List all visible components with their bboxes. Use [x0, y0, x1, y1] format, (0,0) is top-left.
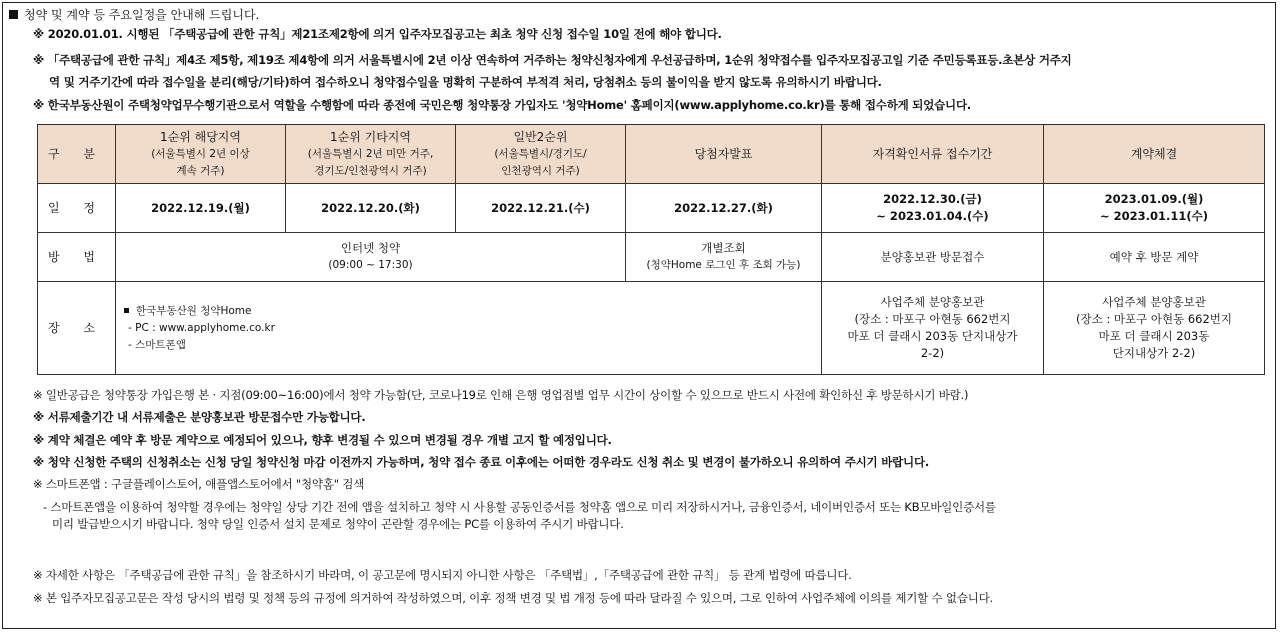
place-contract-3: 마포 더 클래시 203동	[1098, 329, 1210, 343]
place-label: 장 소	[38, 282, 116, 375]
date-docs-start: 2022.12.30.(금)	[883, 192, 982, 206]
header-col1-sub2: 계속 거주)	[176, 164, 225, 177]
method-announce-text: 개별조회	[701, 241, 746, 255]
bottom-note-6: - 스마트폰앱을 이용하여 청약할 경우에는 청약일 상당 기간 전에 앱을 설치하고 청약 시 사용할 공동인증서를 청약홈 앱으로 미리 저장하시거나, 금융인증서, 네이버인증서 또는 KB모바일인증서를	[43, 500, 996, 514]
top-note-1: ※ 2020.01.01. 시행된 「주택공급에 관한 규칙」제21조제2항에 의거 입주자모집공고는 최초 청약 신청 접수일 10일 전에 해야 합니다.	[33, 27, 722, 41]
place-contract-4: 단지내상가 2-2)	[1112, 346, 1196, 360]
place-contract-1: 사업주체 분양홍보관	[1102, 295, 1206, 309]
header-col2	[286, 125, 456, 184]
date-contract-start: 2023.01.09.(월)	[1104, 192, 1204, 206]
header-col4: 당첨자발표	[626, 125, 822, 184]
place-row	[38, 282, 1265, 375]
method-online-text: 인터넷 청약	[340, 241, 401, 255]
header-col2-main: 1순위 기타지역	[329, 129, 411, 144]
date-docs	[822, 184, 1044, 233]
section-heading-text: 청약 및 계약 등 주요일정을 안내해 드립니다.	[24, 8, 260, 22]
header-label: 구 분	[38, 125, 116, 184]
schedule-table	[37, 124, 1265, 375]
place-docs-3: 마포 더 클래시 203동 단지내상가	[847, 329, 1018, 343]
method-online	[116, 233, 626, 282]
header-col1-sub1: (서울특별시 2년 이상	[151, 147, 250, 160]
bottom-note-1: ※ 일반공급은 청약통장 가입은행 본 · 지점(09:00~16:00)에서 청약 가능함(단, 코로나19로 인해 은행 영업점별 업무 시간이 상이할 수 있으므로 반드시 사전에 확인하신 후 방문하시기 바람.)	[33, 388, 969, 402]
header-col2-sub1: (서울특별시 2년 미만 거주,	[307, 147, 434, 160]
header-col2-sub2: 경기도/인천광역시 거주)	[314, 164, 427, 177]
bottom-note-7: ※ 자세한 사항은 「주택공급에 관한 규칙」을 참조하시기 바라며, 이 공고문에 명시되지 아니한 사항은 「주택법」,「주택공급에 관한 규칙」 등 관계 법령에 따릅니다.	[33, 568, 852, 582]
bottom-note-3: ※ 계약 체결은 예약 후 방문 계약으로 예정되어 있으나, 향후 변경될 수 있으며 변경될 경우 개별 고지 할 예정입니다.	[33, 433, 612, 447]
bottom-note-6-cont: 미리 발급받으시기 바랍니다. 청약 당일 인증서 설치 문제로 청약이 곤란할 경우에는 PC를 이용하여 주시기 바랍니다.	[52, 517, 624, 531]
header-col3-main: 일반2순위	[513, 129, 568, 144]
bottom-note-5: ※ 스마트폰앱 : 구글플레이스토어, 애플앱스토어에서 "청약홈" 검색	[33, 477, 365, 491]
bottom-note-2: ※ 서류제출기간 내 서류제출은 분양홍보관 방문접수만 가능합니다.	[33, 410, 366, 424]
top-note-2-cont: 역 및 거주기간에 따라 접수일을 분리(해당/기타)하여 접수하오니 청약접수일을 명확히 구분하여 부적격 처리, 당첨취소 등의 불이익을 받지 않도록 유의하시기 바랍니다.	[49, 75, 882, 89]
date-announce: 2022.12.27.(화)	[626, 184, 822, 233]
header-col6: 계약체결	[1044, 125, 1265, 184]
bottom-note-8: ※ 본 입주자모집공고문은 작성 당시의 법령 및 정책 등의 규정에 의거하여 작성하였으며, 이후 정책 변경 및 법 개정 등에 따라 달라질 수 있으며, 그로 인하여 사업주체에 이의를 제기할 수 없습니다.	[33, 591, 993, 605]
top-note-2: ※ 「주택공급에 관한 규칙」제4조 제5항, 제19조 제4항에 의거 서울특별시에 2년 이상 연속하여 거주하는 청약신청자에게 우선공급하며, 1순위 청약접수를 입주자모집공고일 기준 주민등록표등.초본상 거주지	[33, 53, 1072, 67]
place-online-app: - 스마트폰앱	[128, 338, 186, 351]
date-docs-end: ~ 2023.01.04.(수)	[876, 209, 989, 223]
date-rank1-other: 2022.12.20.(화)	[286, 184, 456, 233]
header-col3-sub1: (서울특별시/경기도/	[494, 147, 587, 160]
top-note-3: ※ 한국부동산원이 주택청약업무수행기관으로서 역할을 수행함에 따라 종전에 국민은행 청약통장 가입자도 '청약Home' 홈페이지(www.applyhome.co.kr)를 통해 접수하게 되었습니다.	[33, 98, 972, 112]
header-col1	[116, 125, 286, 184]
header-col3-sub2: 인천광역시 거주)	[501, 164, 580, 177]
bottom-note-4: ※ 청약 신청한 주택의 신청취소는 신청 당일 청약신청 마감 이전까지 가능하며, 청약 접수 종료 이후에는 어떠한 경우라도 신청 취소 및 변경이 불가하오니 유의하여 주시기 바랍니다.	[33, 455, 930, 469]
place-online-title: 한국부동산원 청약Home	[136, 304, 252, 317]
place-online-pc: - PC : www.applyhome.co.kr	[128, 321, 275, 334]
date-rank2: 2022.12.21.(수)	[456, 184, 626, 233]
date-contract-end: ~ 2023.01.11(수)	[1099, 209, 1208, 223]
place-docs-2: (장소 : 마포구 아현동 662번지	[854, 312, 1011, 326]
method-docs: 분양홍보관 방문접수	[822, 233, 1044, 282]
header-col5: 자격확인서류 접수기간	[822, 125, 1044, 184]
method-row	[38, 233, 1265, 282]
date-contract	[1044, 184, 1265, 233]
schedule-row	[38, 184, 1265, 233]
section-heading	[9, 6, 259, 23]
header-col3	[456, 125, 626, 184]
place-contract	[1044, 282, 1265, 375]
square-bullet-icon	[124, 308, 129, 313]
place-docs-1: 사업주체 분양홍보관	[880, 295, 985, 309]
schedule-label: 일 정	[38, 184, 116, 233]
method-label: 방 법	[38, 233, 116, 282]
place-docs-4: 2-2)	[920, 346, 945, 360]
method-announce-sub: (청약Home 로그인 후 조회 가능)	[646, 259, 801, 271]
method-online-time: (09:00 ~ 17:30)	[328, 259, 413, 271]
table-header-row	[38, 125, 1265, 184]
date-rank1-local: 2022.12.19.(월)	[116, 184, 286, 233]
header-col1-main: 1순위 해당지역	[159, 129, 241, 144]
place-contract-2: (장소 : 마포구 아현동 662번지	[1075, 312, 1233, 326]
place-docs	[822, 282, 1044, 375]
square-bullet-icon	[9, 10, 18, 19]
place-online	[116, 282, 822, 375]
method-announce	[626, 233, 822, 282]
method-contract: 예약 후 방문 계약	[1044, 233, 1265, 282]
